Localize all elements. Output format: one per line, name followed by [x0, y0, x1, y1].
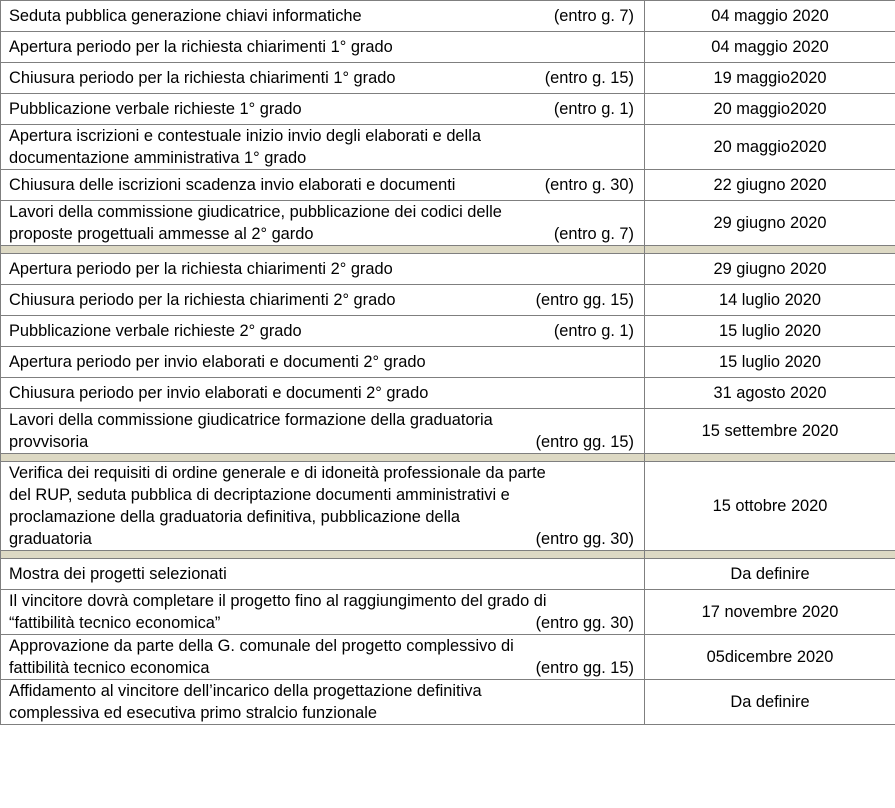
deadline-note — [626, 36, 634, 58]
activity-cell — [1, 378, 645, 409]
table-row — [1, 254, 895, 285]
date-cell: 29 giugno 2020 — [645, 201, 895, 246]
date-cell: 20 maggio2020 — [645, 125, 895, 170]
deadline-note — [626, 563, 634, 585]
activity-line — [9, 563, 634, 585]
deadline-note — [626, 382, 634, 404]
activity-cell — [1, 590, 645, 635]
activity-text: fattibilità tecnico economica — [9, 659, 210, 677]
table-row — [1, 125, 895, 170]
activity-text: Pubblicazione verbale richieste 1° grado — [9, 100, 302, 118]
deadline-note — [626, 680, 634, 702]
activity-line — [9, 484, 634, 506]
deadline-note — [626, 351, 634, 373]
activity-cell — [1, 635, 645, 680]
activity-text: Verifica dei requisiti di ordine generale e di idoneità professionale da parte — [9, 464, 546, 482]
date-cell: Da definire — [645, 680, 895, 725]
deadline-note — [626, 462, 634, 484]
deadline-note: (entro gg. 15) — [535, 291, 634, 309]
deadline-note — [626, 702, 634, 724]
activity-line — [9, 409, 634, 431]
activity-line — [9, 98, 634, 120]
group-separator — [1, 551, 895, 559]
table-row — [1, 559, 895, 590]
deadline-note: (entro g. 1) — [553, 100, 634, 118]
date-cell: 14 luglio 2020 — [645, 285, 895, 316]
activity-text: Affidamento al vincitore dell’incarico della progettazione definitiva — [9, 682, 482, 700]
activity-cell — [1, 201, 645, 246]
table-row — [1, 635, 895, 680]
separator-cell — [645, 551, 895, 559]
table-row — [1, 63, 895, 94]
activity-line — [9, 382, 634, 404]
table-row — [1, 590, 895, 635]
activity-text: Mostra dei progetti selezionati — [9, 565, 227, 583]
table-row — [1, 347, 895, 378]
activity-text: Chiusura delle iscrizioni scadenza invio elaborati e documenti — [9, 176, 456, 194]
activity-text: graduatoria — [9, 530, 92, 548]
activity-line — [9, 351, 634, 373]
activity-line — [9, 174, 634, 196]
activity-line — [9, 590, 634, 612]
activity-cell — [1, 409, 645, 454]
activity-text: Pubblicazione verbale richieste 2° grado — [9, 322, 302, 340]
activity-cell — [1, 680, 645, 725]
group-separator — [1, 246, 895, 254]
activity-cell — [1, 316, 645, 347]
activity-text: Lavori della commissione giudicatrice, pubblicazione dei codici delle — [9, 203, 502, 221]
date-cell: 04 maggio 2020 — [645, 1, 895, 32]
activity-text: Lavori della commissione giudicatrice formazione della graduatoria — [9, 411, 493, 429]
activity-line — [9, 506, 634, 528]
activity-text: Chiusura periodo per la richiesta chiarimenti 2° grado — [9, 291, 396, 309]
activity-cell — [1, 170, 645, 201]
deadline-note: (entro g. 7) — [553, 7, 634, 25]
date-cell: 15 luglio 2020 — [645, 347, 895, 378]
activity-line — [9, 320, 634, 342]
deadline-note — [626, 147, 634, 169]
table-row — [1, 680, 895, 725]
deadline-note: (entro gg. 15) — [535, 659, 634, 677]
activity-cell — [1, 63, 645, 94]
activity-cell — [1, 285, 645, 316]
activity-text: Chiusura periodo per invio elaborati e documenti 2° grado — [9, 384, 429, 402]
deadline-note: (entro gg. 30) — [535, 530, 634, 548]
date-cell: 15 settembre 2020 — [645, 409, 895, 454]
date-cell: 20 maggio2020 — [645, 94, 895, 125]
activity-cell — [1, 32, 645, 63]
date-cell: 19 maggio2020 — [645, 63, 895, 94]
deadline-note — [626, 409, 634, 431]
activity-text: documentazione amministrativa 1° grado — [9, 149, 307, 167]
activity-line — [9, 635, 634, 657]
activity-line — [9, 702, 634, 724]
activity-text: complessiva ed esecutiva primo stralcio funzionale — [9, 704, 378, 722]
deadline-note — [626, 201, 634, 223]
date-cell: 17 novembre 2020 — [645, 590, 895, 635]
date-cell: 15 luglio 2020 — [645, 316, 895, 347]
activity-cell — [1, 559, 645, 590]
activity-line — [9, 125, 634, 147]
activity-text: “fattibilità tecnico economica” — [9, 614, 221, 632]
separator-cell — [645, 246, 895, 254]
activity-cell — [1, 94, 645, 125]
activity-text: Apertura periodo per invio elaborati e documenti 2° grado — [9, 353, 426, 371]
table-row — [1, 316, 895, 347]
date-cell: 15 ottobre 2020 — [645, 462, 895, 551]
table-row — [1, 409, 895, 454]
table-row — [1, 462, 895, 551]
deadline-note — [626, 506, 634, 528]
activity-line — [9, 201, 634, 223]
activity-line — [9, 289, 634, 311]
deadline-note: (entro gg. 15) — [535, 433, 634, 451]
activity-line — [9, 657, 634, 679]
activity-line — [9, 223, 634, 245]
activity-cell — [1, 347, 645, 378]
date-cell: 22 giugno 2020 — [645, 170, 895, 201]
schedule-body — [1, 1, 895, 725]
activity-line — [9, 67, 634, 89]
deadline-note: (entro g. 7) — [553, 225, 634, 243]
table-row — [1, 378, 895, 409]
activity-text: provvisoria — [9, 433, 89, 451]
activity-text: Apertura periodo per la richiesta chiarimenti 2° grado — [9, 260, 393, 278]
activity-text: Chiusura periodo per la richiesta chiarimenti 1° grado — [9, 69, 396, 87]
activity-text: del RUP, seduta pubblica di decriptazione documenti amministrativi e — [9, 486, 510, 504]
activity-text: proclamazione della graduatoria definitiva, pubblicazione della — [9, 508, 461, 526]
activity-text: Seduta pubblica generazione chiavi informatiche — [9, 7, 362, 25]
deadline-note: (entro gg. 30) — [535, 614, 634, 632]
activity-line — [9, 528, 634, 550]
activity-line — [9, 462, 634, 484]
deadline-note — [626, 125, 634, 147]
deadline-note — [626, 484, 634, 506]
activity-text: Apertura iscrizioni e contestuale inizio invio degli elaborati e della — [9, 127, 481, 145]
separator-cell — [1, 246, 645, 254]
activity-line — [9, 147, 634, 169]
activity-cell — [1, 254, 645, 285]
activity-cell — [1, 1, 645, 32]
activity-text: proposte progettuali ammesse al 2° gardo — [9, 225, 314, 243]
deadline-note — [626, 258, 634, 280]
activity-text: Approvazione da parte della G. comunale del progetto complessivo di — [9, 637, 514, 655]
activity-text: Il vincitore dovrà completare il progetto fino al raggiungimento del grado di — [9, 592, 547, 610]
activity-cell — [1, 462, 645, 551]
activity-line — [9, 612, 634, 634]
date-cell: 31 agosto 2020 — [645, 378, 895, 409]
separator-cell — [1, 454, 645, 462]
activity-line — [9, 431, 634, 453]
activity-line — [9, 36, 634, 58]
activity-text: Apertura periodo per la richiesta chiarimenti 1° grado — [9, 38, 393, 56]
separator-cell — [1, 551, 645, 559]
date-cell: Da definire — [645, 559, 895, 590]
table-row — [1, 285, 895, 316]
table-row — [1, 201, 895, 246]
table-row — [1, 170, 895, 201]
separator-cell — [645, 454, 895, 462]
date-cell: 05dicembre 2020 — [645, 635, 895, 680]
activity-cell — [1, 125, 645, 170]
activity-line — [9, 258, 634, 280]
group-separator — [1, 454, 895, 462]
table-row — [1, 32, 895, 63]
deadline-note: (entro g. 1) — [553, 322, 634, 340]
date-cell: 04 maggio 2020 — [645, 32, 895, 63]
deadline-note — [626, 635, 634, 657]
activity-line — [9, 5, 634, 27]
table-row — [1, 1, 895, 32]
table-row — [1, 94, 895, 125]
deadline-note — [626, 590, 634, 612]
date-cell: 29 giugno 2020 — [645, 254, 895, 285]
deadline-note: (entro g. 30) — [544, 176, 634, 194]
deadline-note: (entro g. 15) — [544, 69, 634, 87]
activity-line — [9, 680, 634, 702]
